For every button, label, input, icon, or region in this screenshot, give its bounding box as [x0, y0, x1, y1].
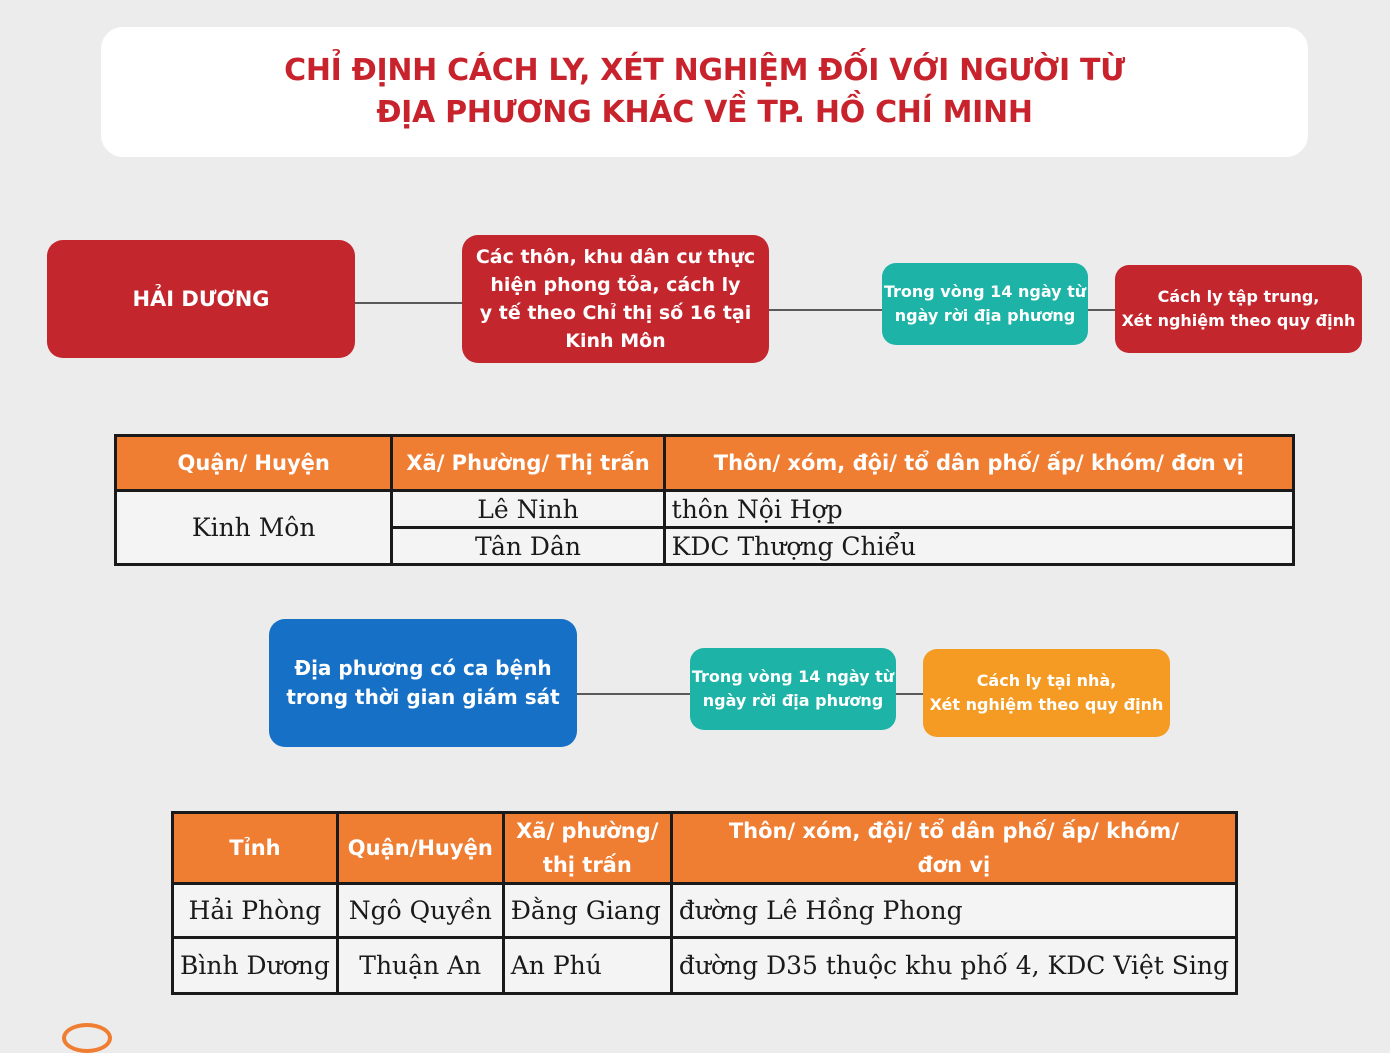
connector-line — [768, 309, 882, 311]
ward-cell: An Phú — [503, 938, 671, 994]
title-card — [101, 27, 1308, 157]
table-header: Quận/Huyện — [337, 813, 503, 884]
district-cell: Ngô Quyền — [337, 884, 503, 938]
unit-cell: thôn Nội Hợp — [664, 491, 1293, 528]
connector-line — [354, 302, 462, 304]
time-window-label: Trong vòng 14 ngày từ ngày rời địa phương — [691, 667, 895, 710]
condition-box — [462, 235, 769, 363]
table-header: Tỉnh — [173, 813, 338, 884]
district-cell: Kinh Môn — [116, 491, 392, 565]
condition-label: Các thôn, khu dân cư thực hiện phong tỏa, cách ly y tế theo Chỉ thị số 16 tại Kinh Môn — [475, 246, 756, 352]
unit-cell: KDC Thượng Chiểu — [664, 528, 1293, 565]
connector-line — [576, 693, 690, 695]
table-header: Thôn/ xóm, đội/ tổ dân phố/ ấp/ khóm/ đơn vị — [664, 436, 1293, 491]
time-window-box — [882, 263, 1088, 345]
ward-cell: Tân Dân — [392, 528, 664, 565]
action-box-home — [923, 649, 1170, 737]
table-kinh-mon — [114, 434, 1295, 566]
action-box-centralized — [1115, 265, 1362, 353]
origin-label: Địa phương có ca bệnh trong thời gian giám sát — [286, 656, 560, 709]
table-header: Xã/ phường/ thị trấn — [503, 813, 671, 884]
action-label: Cách ly tập trung, Xét nghiệm theo quy định — [1121, 287, 1356, 330]
table-header: Quận/ Huyện — [116, 436, 392, 491]
origin-box-monitored-locality — [269, 619, 577, 747]
unit-cell: đường D35 thuộc khu phố 4, KDC Việt Sing — [671, 938, 1236, 994]
connector-line — [1087, 309, 1115, 311]
district-cell: Thuận An — [337, 938, 503, 994]
page-title-line-1: CHỈ ĐỊNH CÁCH LY, XÉT NGHIỆM ĐỐI VỚI NGƯỜI TỪ — [284, 53, 1125, 88]
table-row — [173, 938, 1237, 994]
time-window-box — [690, 648, 896, 730]
logo-icon — [62, 1023, 112, 1053]
connector-line — [895, 693, 923, 695]
page-title-line-2: ĐỊA PHƯƠNG KHÁC VỀ TP. HỒ CHÍ MINH — [376, 95, 1033, 130]
province-cell: Bình Dương — [173, 938, 338, 994]
action-label: Cách ly tại nhà, Xét nghiệm theo quy định — [929, 671, 1164, 714]
unit-cell: đường Lê Hồng Phong — [671, 884, 1236, 938]
table-header: Xã/ Phường/ Thị trấn — [392, 436, 664, 491]
table-localities — [171, 811, 1238, 995]
time-window-label: Trong vòng 14 ngày từ ngày rời địa phương — [883, 282, 1087, 325]
ward-cell: Lê Ninh — [392, 491, 664, 528]
table-row — [116, 491, 1294, 528]
table-header: Thôn/ xóm, đội/ tổ dân phố/ ấp/ khóm/ đơn vị — [671, 813, 1236, 884]
province-cell: Hải Phòng — [173, 884, 338, 938]
origin-label: HẢI DƯƠNG — [132, 287, 270, 311]
ward-cell: Đằng Giang — [503, 884, 671, 938]
origin-box-hai-duong — [47, 240, 355, 358]
table-row — [173, 884, 1237, 938]
